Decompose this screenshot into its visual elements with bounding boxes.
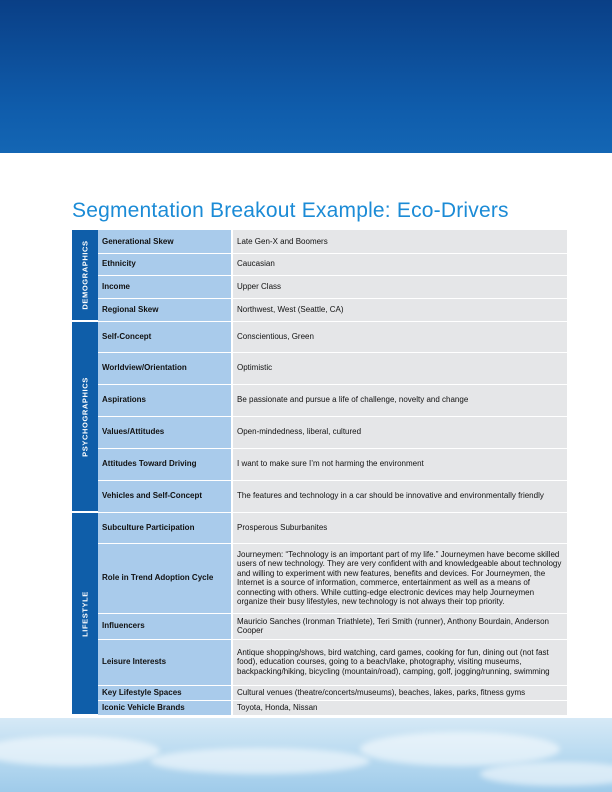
section-psychographics (72, 321, 98, 512)
row-value: Be passionate and pursue a life of challenge, novelty and change (232, 384, 567, 416)
header-band (0, 0, 612, 153)
cloud-shape (480, 762, 612, 786)
table-row (72, 512, 567, 543)
row-value: Journeymen: “Technology is an important part of my life.” Journeymen have become skilled users of new technology. They are very confident with and knowledgeable about technology and willing to experiment with new features, benefits and devices. For Journeymen, the Internet is a source of information, commerce, entertainment as well as a means of connecting with others. While cutting-edge electronic devices may help Journeymen organize their busy lifestyles, new technology is not always their top priority. (232, 543, 567, 613)
table-row (72, 416, 567, 448)
row-label: Regional Skew (98, 298, 232, 321)
table-row (72, 700, 567, 715)
row-label: Influencers (98, 613, 232, 639)
row-label: Subculture Participation (98, 512, 232, 543)
table-row (72, 230, 567, 253)
row-value: I want to make sure I’m not harming the environment (232, 448, 567, 480)
row-label: Role in Trend Adoption Cycle (98, 543, 232, 613)
row-value: Optimistic (232, 352, 567, 384)
row-value: Conscientious, Green (232, 321, 567, 352)
row-label: Vehicles and Self-Concept (98, 480, 232, 512)
row-value: Caucasian (232, 253, 567, 275)
row-value: Cultural venues (theatre/concerts/museums), beaches, lakes, parks, fitness gyms (232, 685, 567, 700)
table-row (72, 275, 567, 298)
row-label: Key Lifestyle Spaces (98, 685, 232, 700)
row-label: Generational Skew (98, 230, 232, 253)
table-row (72, 480, 567, 512)
segmentation-table (72, 230, 567, 716)
table-row (72, 298, 567, 321)
table-row (72, 613, 567, 639)
sky-footer-band (0, 718, 612, 792)
table-row (72, 639, 567, 685)
section-label: DEMOGRAPHICS (80, 240, 90, 310)
section-lifestyle (72, 512, 98, 715)
table-row (72, 321, 567, 352)
row-label: Self-Concept (98, 321, 232, 352)
row-label: Income (98, 275, 232, 298)
row-value: Upper Class (232, 275, 567, 298)
row-label: Ethnicity (98, 253, 232, 275)
row-label: Leisure Interests (98, 639, 232, 685)
section-label: LIFESTYLE (80, 590, 90, 637)
cloud-shape (150, 748, 370, 774)
row-value: Northwest, West (Seattle, CA) (232, 298, 567, 321)
table-row (72, 384, 567, 416)
section-demographics (72, 230, 98, 321)
cloud-shape (360, 732, 560, 766)
row-label: Iconic Vehicle Brands (98, 700, 232, 715)
row-label: Attitudes Toward Driving (98, 448, 232, 480)
table-row (72, 253, 567, 275)
section-label: PSYCHOGRAPHICS (80, 376, 90, 457)
row-value: Open-mindedness, liberal, cultured (232, 416, 567, 448)
row-value: Toyota, Honda, Nissan (232, 700, 567, 715)
row-label: Values/Attitudes (98, 416, 232, 448)
row-value: Mauricio Sanches (Ironman Triathlete), Teri Smith (runner), Anthony Bourdain, Anderson Cooper (232, 613, 567, 639)
table-row (72, 448, 567, 480)
table-row (72, 352, 567, 384)
page-title: Segmentation Breakout Example: Eco-Drivers (72, 199, 509, 222)
row-value: Late Gen-X and Boomers (232, 230, 567, 253)
table-row (72, 543, 567, 613)
row-value: Antique shopping/shows, bird watching, card games, cooking for fun, dining out (not fast food), education courses, going to a beach/lake, photography, visiting museums, backpacking/hiking, bicycling (mountain/road), camping, golf, jogging/running, swimming (232, 639, 567, 685)
table-row (72, 685, 567, 700)
row-label: Aspirations (98, 384, 232, 416)
row-value: The features and technology in a car should be innovative and environmentally friendly (232, 480, 567, 512)
row-value: Prosperous Suburbanites (232, 512, 567, 543)
cloud-shape (0, 736, 160, 766)
row-label: Worldview/Orientation (98, 352, 232, 384)
